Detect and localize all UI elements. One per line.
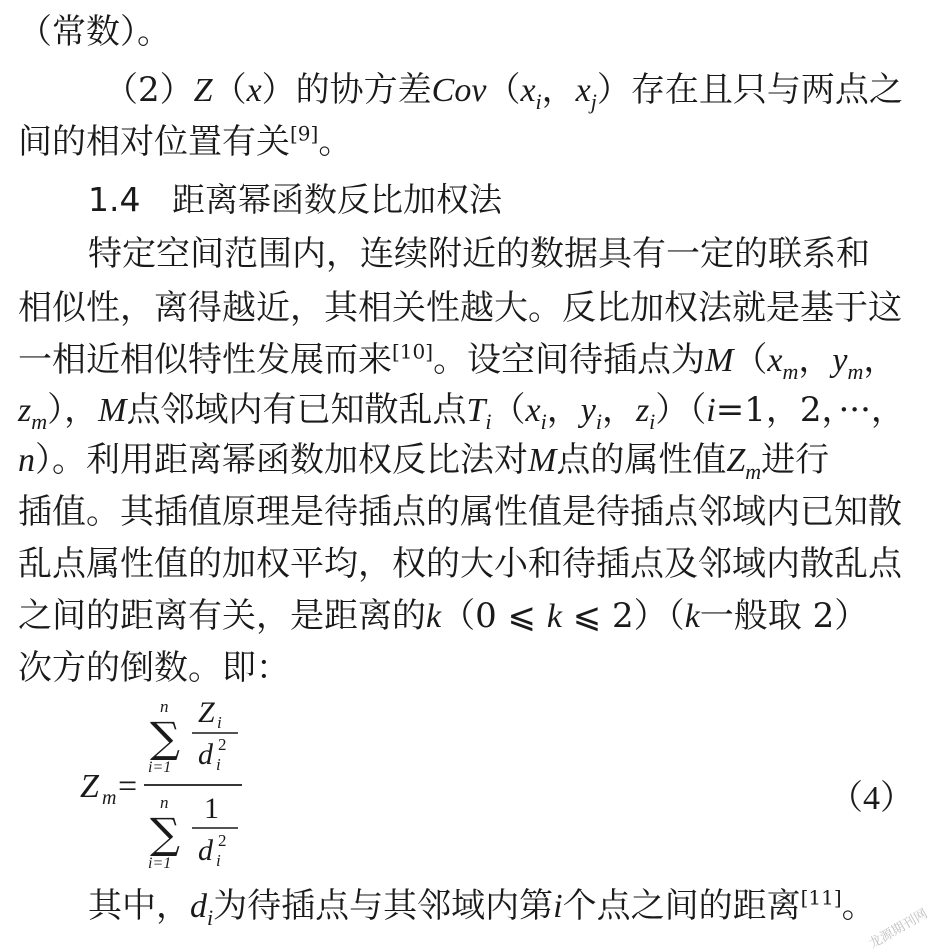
- formula-lhs: Z: [80, 768, 99, 805]
- sum-sign-2: ∑: [150, 809, 180, 858]
- sum-lower-1: i=1: [148, 759, 172, 776]
- text-line-2: （2）Z（x）的协方差$Cov(x_i$，$x_j$）存在且只与两点之: [104, 70, 903, 114]
- watermark: 龙源期刊网: [866, 906, 931, 952]
- den-den-sup: 2: [218, 831, 227, 850]
- sum-lower-2: i=1: [148, 855, 172, 872]
- sum-sign-1: ∑: [150, 713, 180, 762]
- text-line-3: 间的相对位置有关[9]。: [18, 121, 353, 162]
- paragraph-line-9: 次方的倒数。即：: [18, 648, 290, 688]
- den-den-sub: i: [216, 851, 221, 870]
- num-den-d: d: [198, 738, 213, 771]
- num-den-sub: i: [216, 755, 221, 774]
- equation-number: （4）: [829, 780, 914, 817]
- paragraph-line-8: 之间的距离有关，是距离的k（0 ⩽ k ⩽ 2）（k一般取 2）: [18, 596, 869, 636]
- text-line-1: （常数）。: [18, 12, 171, 52]
- citation-11: [11]: [800, 885, 842, 910]
- paragraph-line-4: $z_m$），M点邻域内有已知散乱点$T_i(x_i$，$y_i$，$z_i)(i=1$，2，···，: [18, 390, 905, 434]
- formula-lhs-sub: m: [102, 787, 117, 809]
- formula-4: [80, 690, 280, 880]
- den-den-d: d: [198, 834, 213, 867]
- formula-equals: =: [118, 768, 138, 805]
- citation-10: [10]: [392, 339, 434, 364]
- den-one: 1: [204, 792, 219, 825]
- paragraph-line-2: 相似性，离得越近，其相关性越大。反比加权法就是基于这: [18, 288, 902, 328]
- sum-upper-1: n: [160, 697, 169, 716]
- section-number: 1.4: [88, 180, 141, 219]
- paragraph-line-5: n）。利用距离幂函数加权反比法对M点的属性值$Z_m$进行: [18, 440, 830, 484]
- text-line-last: 其中，$d_i$为待插点与其邻域内第i个点之间的距离[11]。: [88, 885, 876, 930]
- sum-upper-2: n: [160, 793, 169, 812]
- num-top-sub: i: [217, 713, 222, 732]
- paragraph-line-3: 一相近相似特性发展而来[10]。设空间待插点为$M(x_m$，$y_m$，: [18, 339, 898, 384]
- section-heading: [88, 180, 502, 220]
- citation-9: [9]: [290, 121, 319, 146]
- paragraph-line-1: 特定空间范围内，连续附近的数据具有一定的联系和: [88, 234, 870, 274]
- num-den-sup: 2: [218, 735, 227, 754]
- paragraph-line-7: 乱点属性值的加权平均，权的大小和待插点及邻域内散乱点: [18, 544, 902, 584]
- paragraph-line-6: 插值。其插值原理是待插点的属性值是待插点邻域内已知散: [18, 492, 902, 532]
- num-top: Z: [198, 696, 215, 729]
- section-title: 距离幂函数反比加权法: [171, 180, 502, 219]
